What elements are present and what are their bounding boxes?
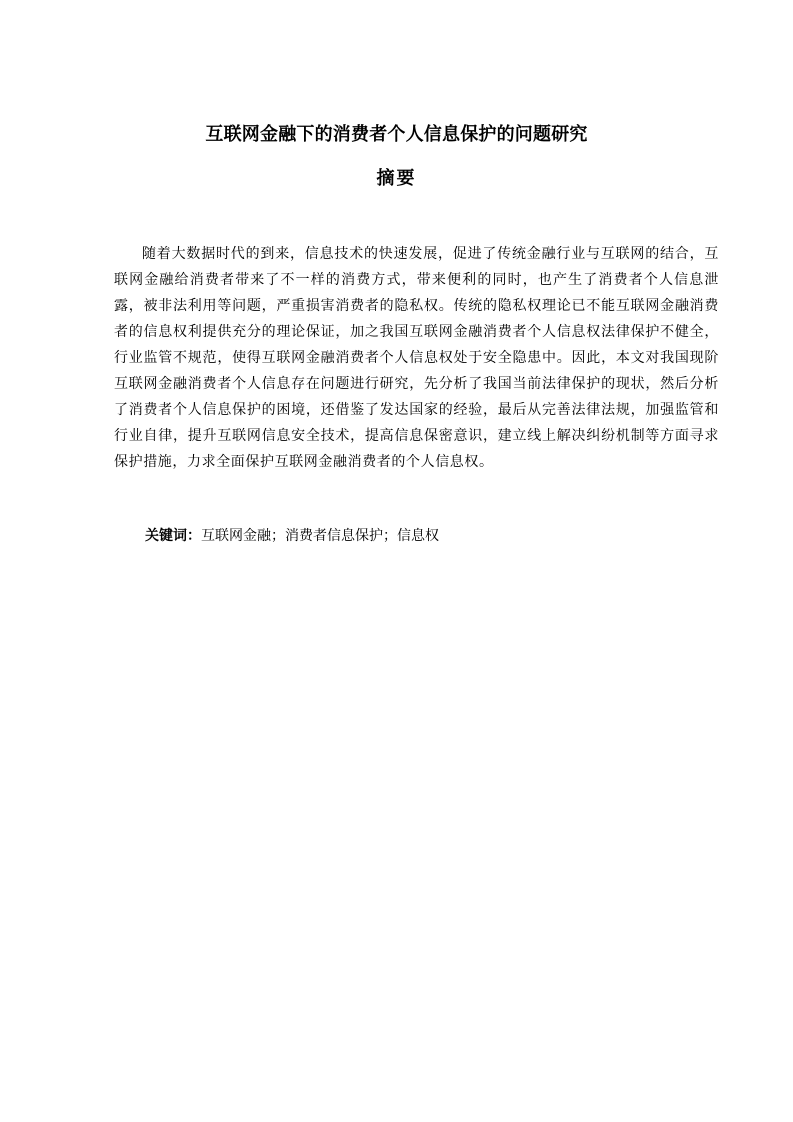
paper-title: 互联网金融下的消费者个人信息保护的问题研究 xyxy=(205,124,588,145)
keywords-line xyxy=(145,525,719,547)
abstract-paragraph: 随着大数据时代的到来，信息技术的快速发展，促进了传统金融行业与互联网的结合，互联网金融给消费者带来了不一样的消费方式，带来便利的同时，也产生了消费者个人信息泄露，被非法利用等问题，严重损害消费者的隐私权。传统的隐私权理论已不能互联网金融消费者的信息权利提供充分的理论保证，加之我国互联网金融消费者个人信息权法律保护不健全，行业监管不规范，使得互联网金融消费者个人信息权处于安全隐患中。因此，本文对我国现阶互联网金融消费者个人信息存在问题进行研究，先分析了我国当前法律保护的现状，然后分析了消费者个人信息保护的困境，还借鉴了发达国家的经验，最后从完善法律法规，加强监管和行业自律，提升互联网信息安全技术，提高信息保密意识，建立线上解决纠纷机制等方面寻求保护措施，力求全面保护互联网金融消费者的个人信息权。 xyxy=(114,246,719,470)
keywords-label: 关键词： xyxy=(145,528,201,544)
keywords-value: 互联网金融；消费者信息保护；信息权 xyxy=(201,528,439,544)
abstract-heading: 摘要 xyxy=(376,168,417,189)
